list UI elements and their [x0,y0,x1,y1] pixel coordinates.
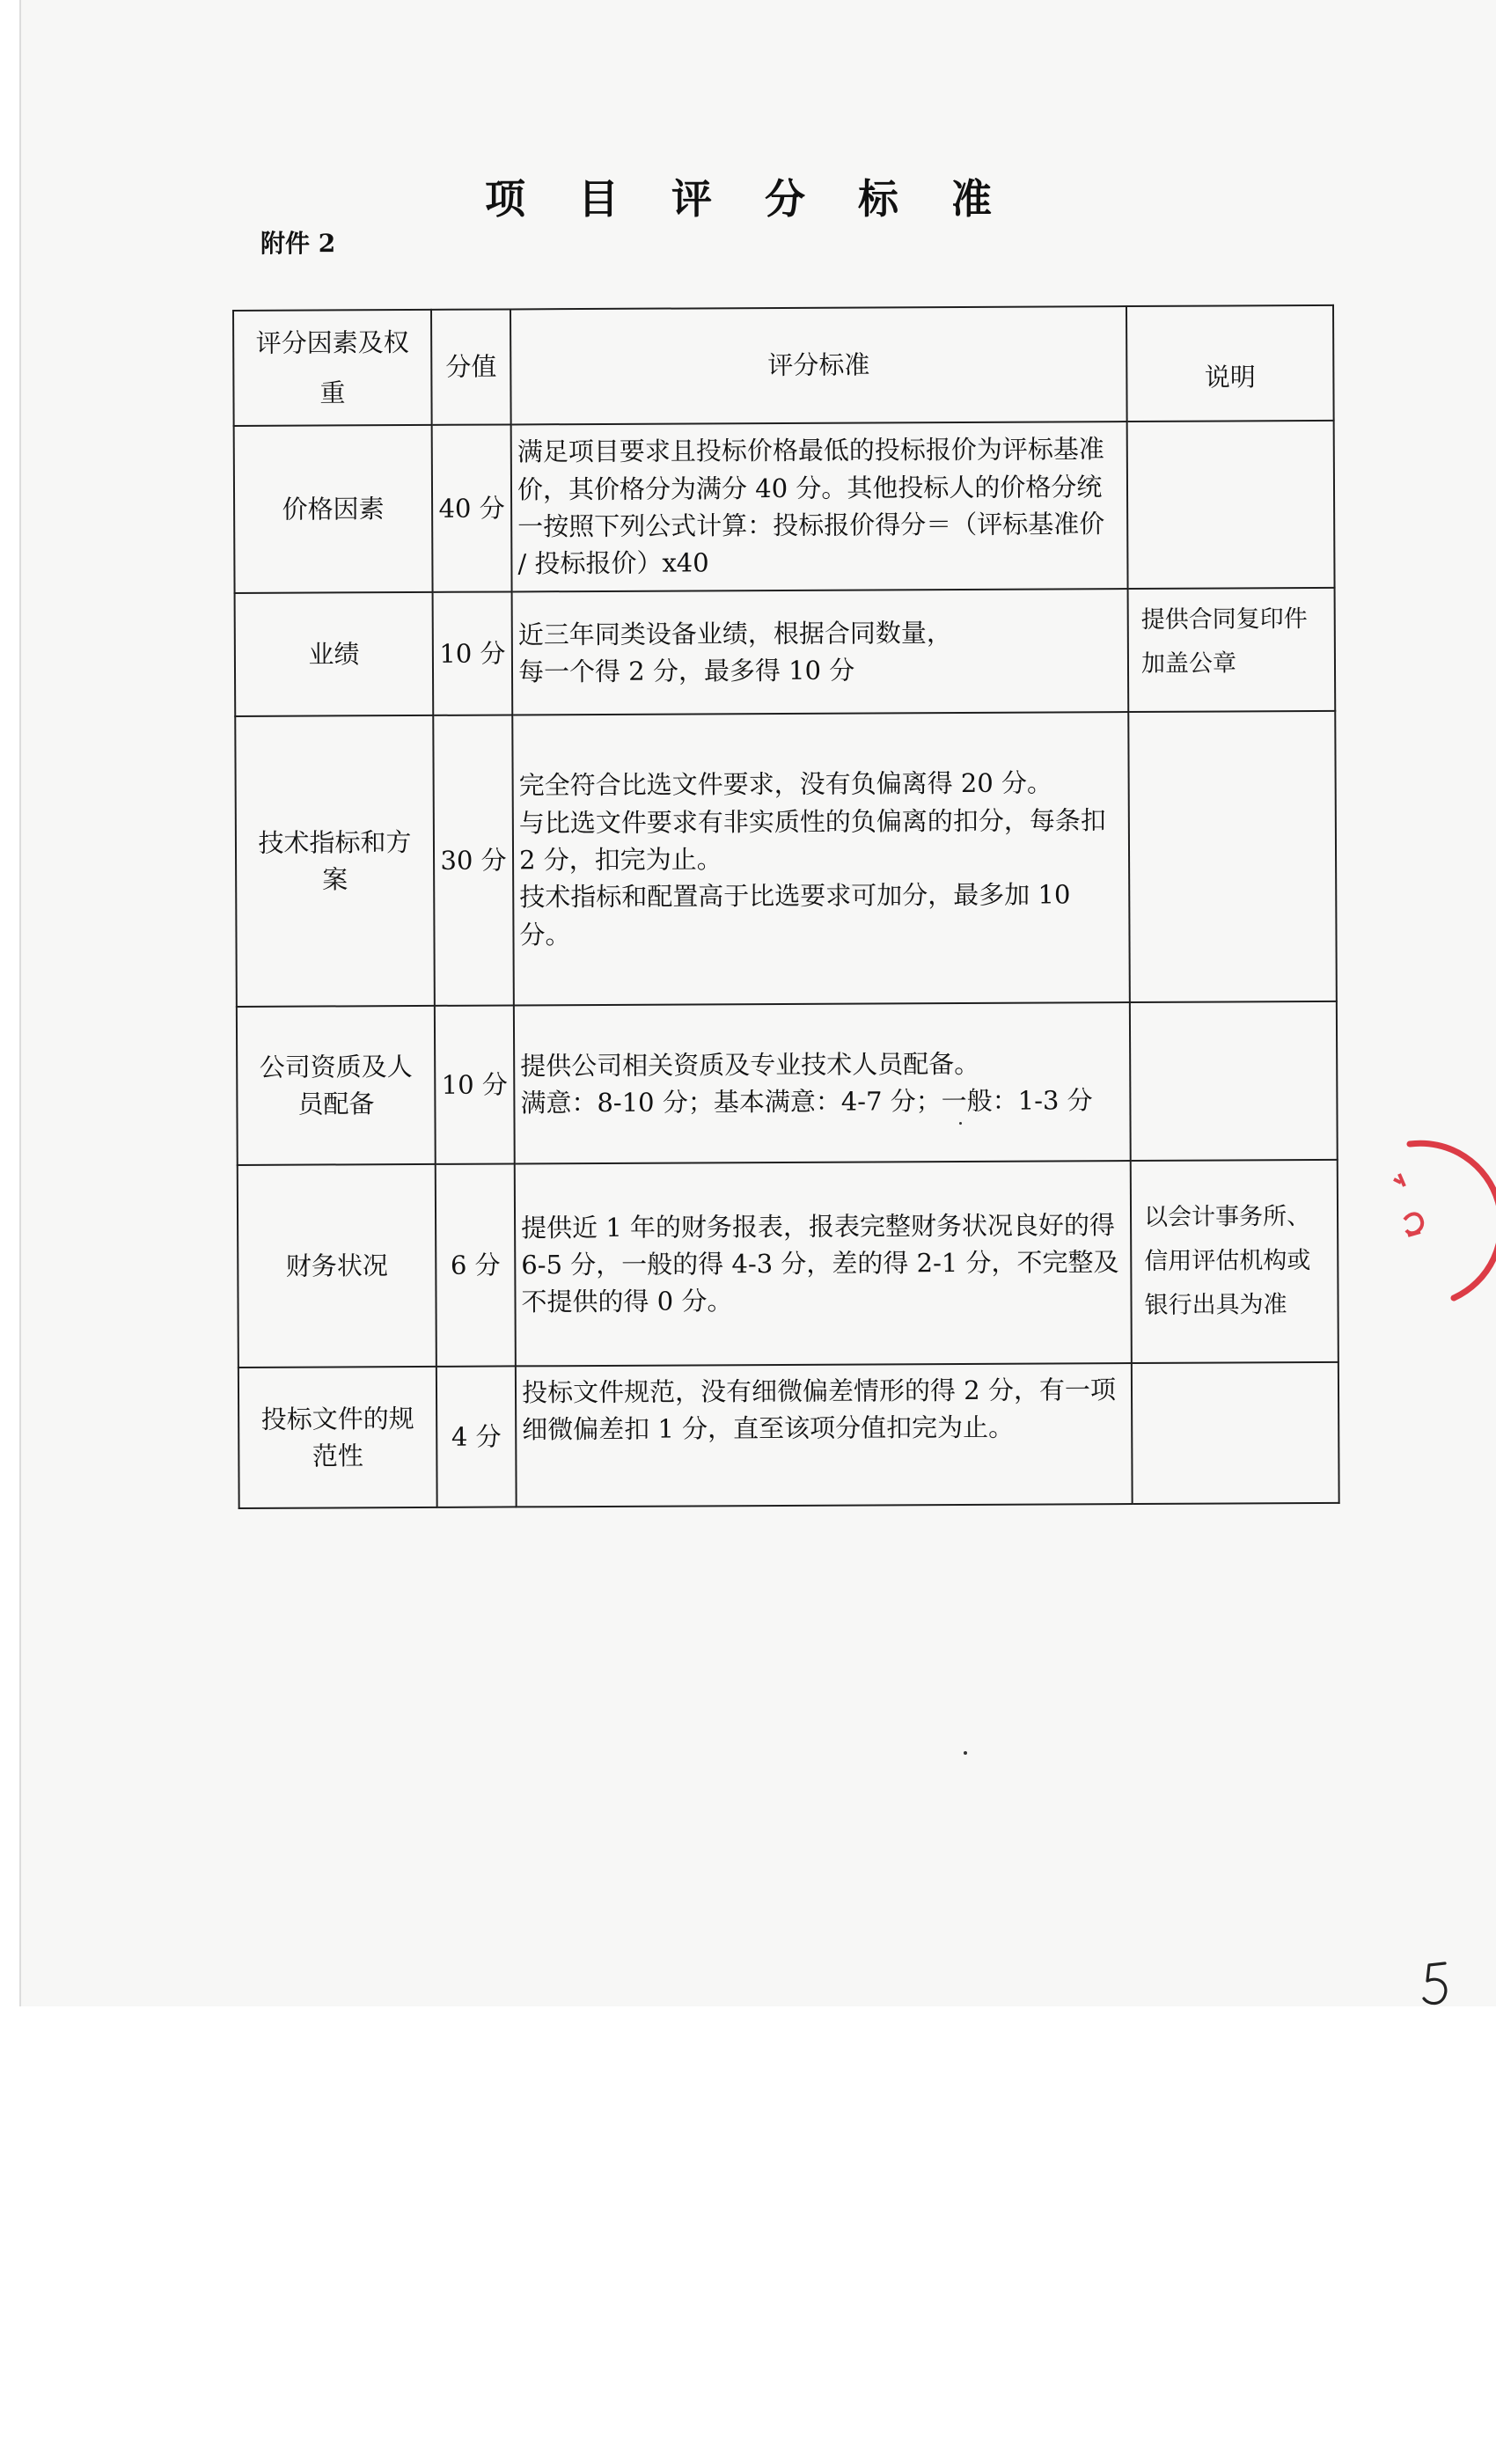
row-score: 30 分 [433,715,514,1006]
attachment-label: 附件 2 [260,229,336,258]
row-score: 6 分 [436,1164,516,1367]
criteria-line: 与比选文件要求有非实质性的负偏离的扣分，每条扣 2 分，扣完为止。 [518,804,1106,876]
row-criteria: 提供近 1 年的财务报表，报表完整财务状况良好的得 6-5 分，一般的得 4-3 分，差的得 2-1 分，不完整及不提供的得 0 分。 [515,1161,1132,1366]
row-criteria: 投标文件规范，没有细微偏差情形的得 2 分，有一项细微偏差扣 1 分，直至该项分值扣完为止。 [516,1363,1133,1507]
row-factor: 财务状况 [238,1164,436,1368]
table-row [238,1362,1339,1508]
table-row [237,1001,1338,1165]
criteria-line: 近三年同类设备业绩，根据合同数量， [517,617,952,650]
table-row [235,588,1336,716]
row-note [1130,1001,1338,1161]
criteria-line: 技术指标和配置高于比选要求可加分，最多加 10 分。 [519,879,1071,950]
table-row [235,711,1337,1007]
table-header-row [233,305,1334,426]
row-factor: 价格因素 [234,425,433,593]
row-criteria [512,589,1129,715]
row-score: 40 分 [432,425,512,592]
row-note: 提供合同复印件加盖公章 [1128,588,1336,712]
row-note: 以会计事务所、信用评估机构或银行出具为准 [1131,1160,1338,1363]
criteria-line: 满意：8-10 分；基本满意：4-7 分；一般：1-3 分 [520,1085,1093,1118]
row-note [1128,711,1337,1002]
scan-speck [964,1751,967,1755]
header-score: 分值 [431,309,511,425]
document-title: 项 目 评 分 标 准 [484,175,1012,223]
row-factor: 公司资质及人员配备 [237,1006,436,1165]
row-factor: 业绩 [235,592,434,716]
row-criteria [514,1002,1131,1163]
table-row [238,1160,1338,1368]
row-factor: 投标文件的规范性 [238,1367,437,1508]
scoring-table [232,304,1340,1509]
row-note [1132,1362,1339,1504]
row-criteria [512,712,1130,1005]
scan-speck [959,1122,962,1125]
page-number-handwritten [1419,1958,1454,2011]
row-criteria: 满足项目要求且投标价格最低的投标报价为评标基准价，其价格分为满分 40 分。其他投标人的价格分统一按照下列公式计算：投标报价得分＝（评标基准价 / 投标报价）x40 [511,422,1128,591]
row-score: 4 分 [436,1367,517,1507]
row-score: 10 分 [433,592,513,715]
header-note: 说明 [1126,305,1334,422]
official-seal-fragment [1373,1126,1496,1311]
criteria-line: 提供公司相关资质及专业技术人员配备。 [520,1048,980,1082]
header-criteria: 评分标准 [510,306,1127,425]
criteria-line: 完全符合比选文件要求，没有负偏离得 20 分。 [518,767,1053,801]
row-note [1127,421,1335,589]
row-score: 10 分 [435,1006,515,1164]
table-row [234,421,1335,593]
criteria-line: 每一个得 2 分，最多得 10 分 [517,655,855,687]
row-factor: 技术指标和方案 [235,715,435,1007]
header-factor: 评分因素及权重 [233,310,432,426]
